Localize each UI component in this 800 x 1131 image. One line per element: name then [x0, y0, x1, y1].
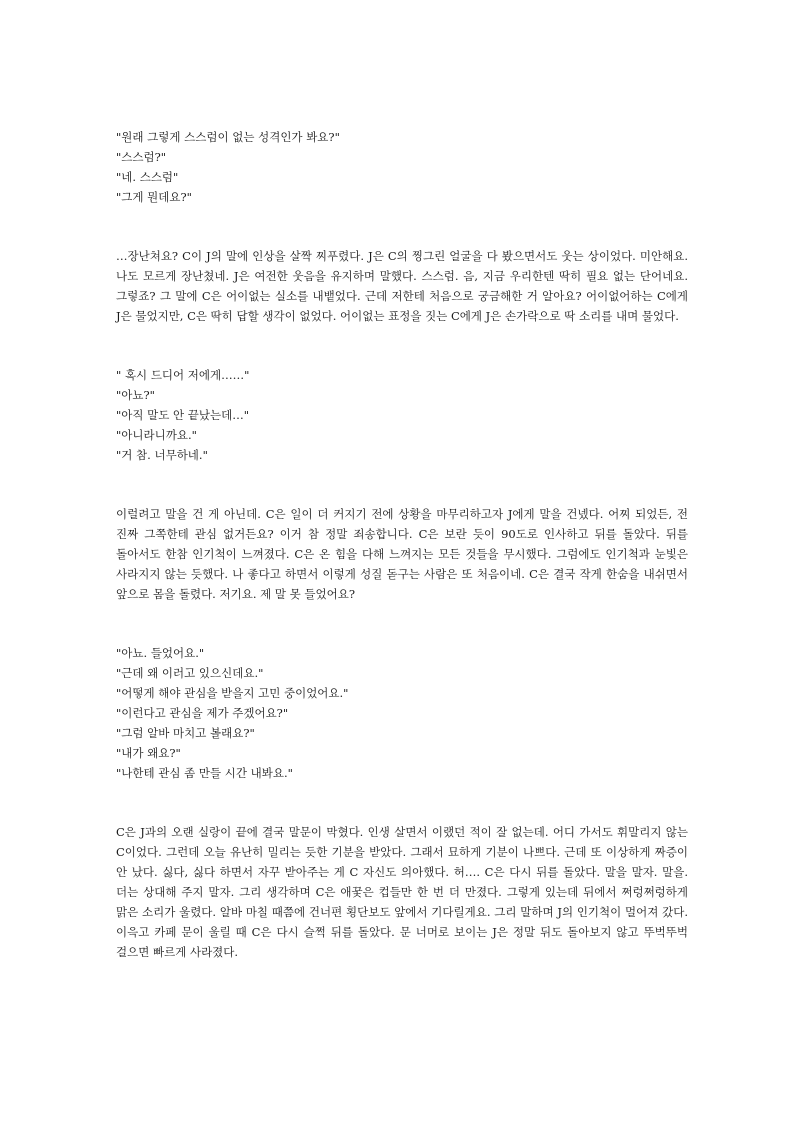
dialogue-line: "내가 왜요?": [116, 746, 181, 760]
dialogue-line: "나한테 관심 좀 만들 시간 내봐요.": [116, 766, 293, 780]
dialogue-line: "스스럼?": [116, 150, 167, 164]
paragraph-gap: [116, 783, 688, 822]
document-page: [116, 127, 688, 962]
narrative-paragraph-2: 이럴려고 말을 건 게 아닌데. C은 일이 더 커지기 전에 상황을 마무리하고자 J에게 말을 건넸다. 어찌 되었든, 전 진짜 그쪽한테 관심 없거든요? 이거 참 정말 죄송합니다. C은 보란 듯이 90도로 인사하고 뒤를 돌았다. 뒤를 돌아서도 한참 인기척이 느껴졌다. C은 온 힘을 다해 느껴지는 모든 것들을 무시했다. 그럼에도 인기척과 눈빛은 사라지지 않는 듯했다. 나 좋다고 하면서 이렇게 성질 돋구는 사람은 또 처음이네. C은 결국 작게 한숨을 내쉬면서 앞으로 몸을 돌렸다. 저기요. 제 말 못 들었어요?: [116, 507, 688, 601]
dialogue-line: "아직 말도 안 끝났는데…": [116, 408, 250, 422]
paragraph-gap: [116, 326, 688, 365]
dialogue-line: "아니라니까요.": [116, 428, 197, 442]
dialogue-block-3: [116, 643, 688, 783]
paragraph-gap: [116, 604, 688, 643]
dialogue-line: "그럼 알바 마치고 볼래요?": [116, 726, 255, 740]
dialogue-line: "근데 왜 이러고 있으신데요.": [116, 666, 264, 680]
paragraph-gap: [116, 465, 688, 504]
dialogue-line: "이런다고 관심을 제가 주겠어요?": [116, 706, 289, 720]
dialogue-line: "원래 그렇게 스스럼이 없는 성격인가 봐요?": [116, 130, 340, 144]
dialogue-line: "거 참. 너무하네.": [116, 448, 208, 462]
narrative-paragraph-1: …장난쳐요? C이 J의 말에 인상을 살짝 찌푸렸다. J은 C의 찡그린 얼굴을 다 봤으면서도 웃는 상이었다. 미안해요. 나도 모르게 장난쳤네. J은 여전한 웃음을 유지하며 말했다. 스스럼. 음, 지금 우리한텐 딱히 필요 없는 단어네요. 그렇죠? 그 말에 C은 어이없는 실소를 내뱉었다. 근데 저한테 처음으로 궁금해한 거 알아요? 어이없어하는 C에게 J은 물었지만, C은 딱히 답할 생각이 없었다. 어이없는 표정을 짓는 C에게 J은 손가락으로 딱 소리를 내며 물었다.: [116, 249, 688, 323]
dialogue-line: "그게 뭔데요?": [116, 190, 192, 204]
dialogue-line: " 혹시 드디어 저에게……": [116, 368, 250, 382]
dialogue-line: "아뇨?": [116, 388, 155, 402]
paragraph-gap: [116, 207, 688, 246]
dialogue-line: "아뇨. 들었어요.": [116, 646, 205, 660]
dialogue-line: "어떻게 해야 관심을 받을지 고민 중이었어요.": [116, 686, 349, 700]
narrative-paragraph-3: C은 J과의 오랜 실랑이 끝에 결국 말문이 막혔다. 인생 살면서 이랬던 적이 잘 없는데. 어디 가서도 휘말리지 않는 C이었다. 그런데 오늘 유난히 밀리는 듯한 기분을 받았다. 그래서 묘하게 기분이 나쁘다. 근데 또 이상하게 짜증이 안 났다. 싫다, 싫다 하면서 자꾸 받아주는 게 C 자신도 의아했다. 허…. C은 다시 뒤를 돌았다. 말을 말자. 말을. 더는 상대해 주지 말자. 그리 생각하며 C은 애꿎은 컵들만 한 번 더 만졌다. 그렇게 있는데 뒤에서 쩌렁쩌렁하게 맑은 소리가 울렸다. 알바 마칠 때쯤에 건너편 횡단보도 앞에서 기다릴게요. 그리 말하며 J의 인기척이 멀어져 갔다. 이윽고 카페 문이 울릴 때 C은 다시 슬쩍 뒤를 돌았다. 문 너머로 보이는 J은 정말 뒤도 돌아보지 않고 뚜벅뚜벅 걸으면 빠르게 사라졌다.: [116, 825, 688, 959]
dialogue-block-1: [116, 127, 688, 207]
dialogue-block-2: [116, 365, 688, 465]
dialogue-line: "네. 스스럼": [116, 170, 179, 184]
